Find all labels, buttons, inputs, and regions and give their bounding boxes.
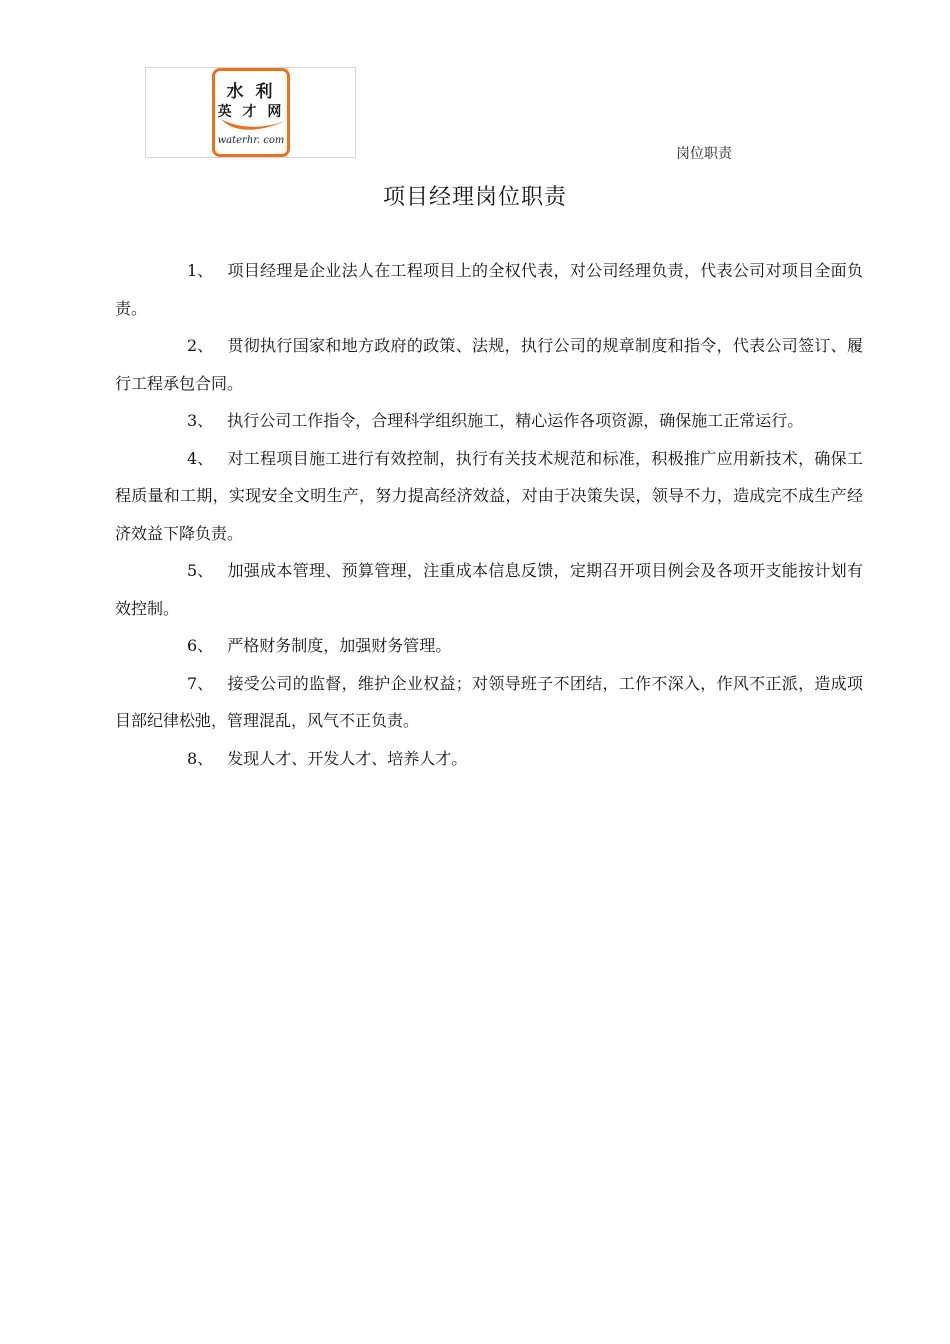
company-logo <box>145 67 356 158</box>
duty-text: 接受公司的监督，维护企业权益；对领导班子不团结，工作不深入，作风不正派，造成项目部纪律松弛，管理混乱，风气不正负责。 <box>115 673 863 730</box>
logo-text-line2: 英 才 网 <box>217 104 285 120</box>
duty-number: 4、 <box>187 448 214 468</box>
header-label: 岗位职责 <box>676 146 732 162</box>
duty-text: 执行公司工作指令，合理科学组织施工，精心运作各项资源，确保施工正常运行。 <box>227 411 804 430</box>
duty-item <box>115 552 863 627</box>
duty-text: 严格财务制度，加强财务管理。 <box>227 636 452 655</box>
duty-number: 5、 <box>187 561 214 580</box>
duty-item <box>115 740 863 778</box>
logo-badge <box>212 68 290 157</box>
duty-item <box>115 440 863 553</box>
logo-text-line1: 水 利 <box>226 82 276 102</box>
duty-item <box>115 665 863 740</box>
duty-text: 对工程项目施工进行有效控制，执行有关技术规范和标准，积极推广应用新技术，确保工程质量和工期，实现安全文明生产，努力提高经济效益，对由于决策失误，领导不力，造成完不成生产经济效益下降负责。 <box>115 448 863 543</box>
duty-number: 2、 <box>187 336 214 355</box>
duty-number: 3、 <box>187 411 214 430</box>
swoosh-icon <box>219 115 287 135</box>
duty-item <box>115 402 863 440</box>
logo-url-text: waterhr. com <box>217 135 285 146</box>
document-title: 项目经理岗位职责 <box>382 185 567 210</box>
duty-number: 8、 <box>187 748 214 768</box>
duty-number: 7、 <box>187 673 214 693</box>
duty-text: 贯彻执行国家和地方政府的政策、法规，执行公司的规章制度和指令，代表公司签订、履行工程承包合同。 <box>115 336 863 393</box>
duty-list <box>115 252 863 777</box>
duty-text: 项目经理是企业法人在工程项目上的全权代表，对公司经理负责，代表公司对项目全面负责。 <box>115 261 863 318</box>
duty-text: 发现人才、开发人才、培养人才。 <box>227 748 468 768</box>
duty-item <box>115 627 863 665</box>
duty-item <box>115 327 863 402</box>
duty-number: 1、 <box>187 261 214 280</box>
duty-item <box>115 252 863 327</box>
duty-text: 加强成本管理、预算管理，注重成本信息反馈，定期召开项目例会及各项开支能按计划有效控制。 <box>115 561 863 618</box>
duty-number: 6、 <box>187 636 214 655</box>
